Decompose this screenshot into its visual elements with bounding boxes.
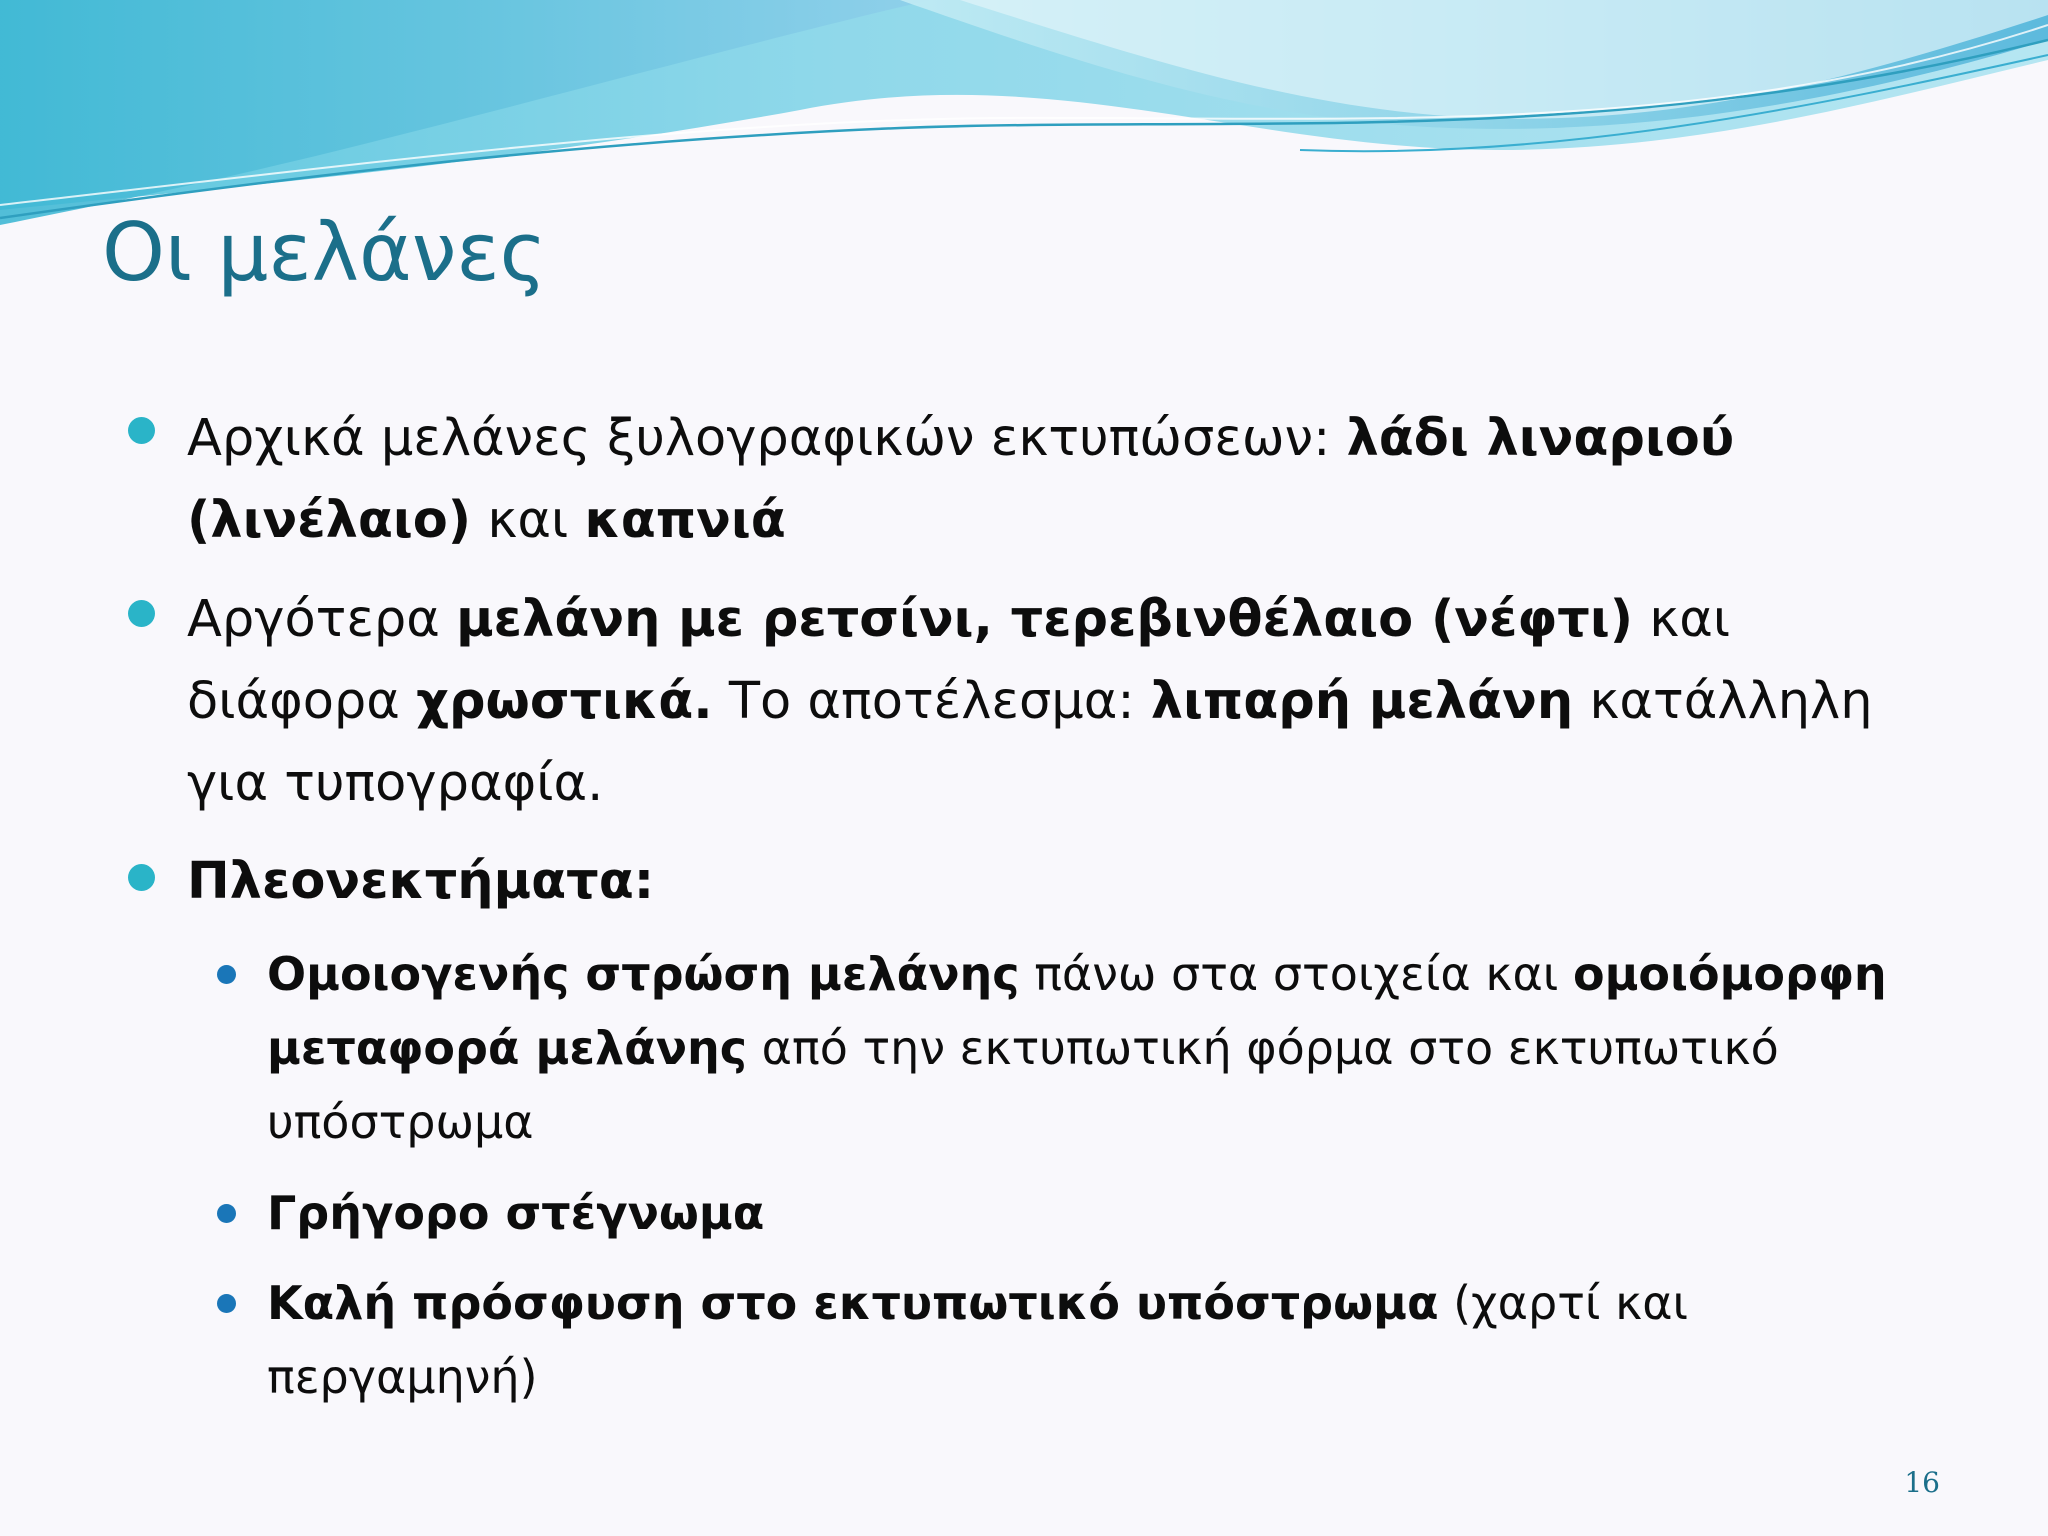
bullet-text-bold: λάδι λιναριού (λινέλαιο) [187,409,1735,550]
bullet-item [187,579,1927,825]
sub-bullet-item [267,937,1967,1159]
slide-title: Οι μελάνες [102,206,547,299]
bullet-text-bold: λιπαρή μελάνη [1150,672,1574,731]
sub-bullet-item [267,1176,1967,1250]
bullet-text-bold: χρωστικά. [416,672,713,731]
bullet-marker [128,417,155,444]
bullet-text-bold: Πλεονεκτήματα: [187,852,655,911]
bullet-text: και διάφορα [187,590,1731,731]
bullet-text-bold: Καλή πρόσφυση στο εκτυπωτικό υπόστρωμα [267,1276,1439,1330]
bullet-item [187,398,1927,562]
bullet-marker [128,864,155,891]
bullet-text-bold: μελάνη με ρετσίνι, τερεβινθέλαιο (νέφτι) [456,590,1634,649]
sub-bullet-marker [217,965,236,984]
bullet-text-bold: ομοιόμορφη μεταφορά μελάνης [267,947,1887,1075]
bullet-item [187,841,1927,923]
sub-bullet-marker [217,1294,236,1313]
sub-bullet-item [267,1266,1967,1414]
bullet-text: Αργότερα [187,590,457,649]
bullet-text: από την εκτυπωτική φόρμα στο εκτυπωτικό υπόστρωμα [267,1021,1779,1149]
sub-bullet-marker [217,1204,236,1223]
bullet-text-bold: Ομοιογενής στρώση μελάνης [267,947,1020,1001]
bullet-text: και [471,491,585,550]
bullet-text: πάνω στα στοιχεία και [1019,947,1573,1001]
page-number: 16 [1904,1466,1940,1499]
bullet-text: Αρχικά μελάνες ξυλογραφικών εκτυπώσεων: [187,409,1347,468]
bullet-marker [128,600,155,627]
bullet-text: κατάλληλη για τυπογραφία. [187,672,1873,813]
bullet-text: Το αποτέλεσμα: [712,672,1151,731]
bullet-text-bold: καπνιά [584,491,786,550]
bullet-text-bold: Γρήγορο στέγνωμα [267,1186,765,1240]
decorative-wave-header [0,0,2048,240]
bullet-text: (χαρτί και περγαμηνή) [267,1276,1689,1404]
